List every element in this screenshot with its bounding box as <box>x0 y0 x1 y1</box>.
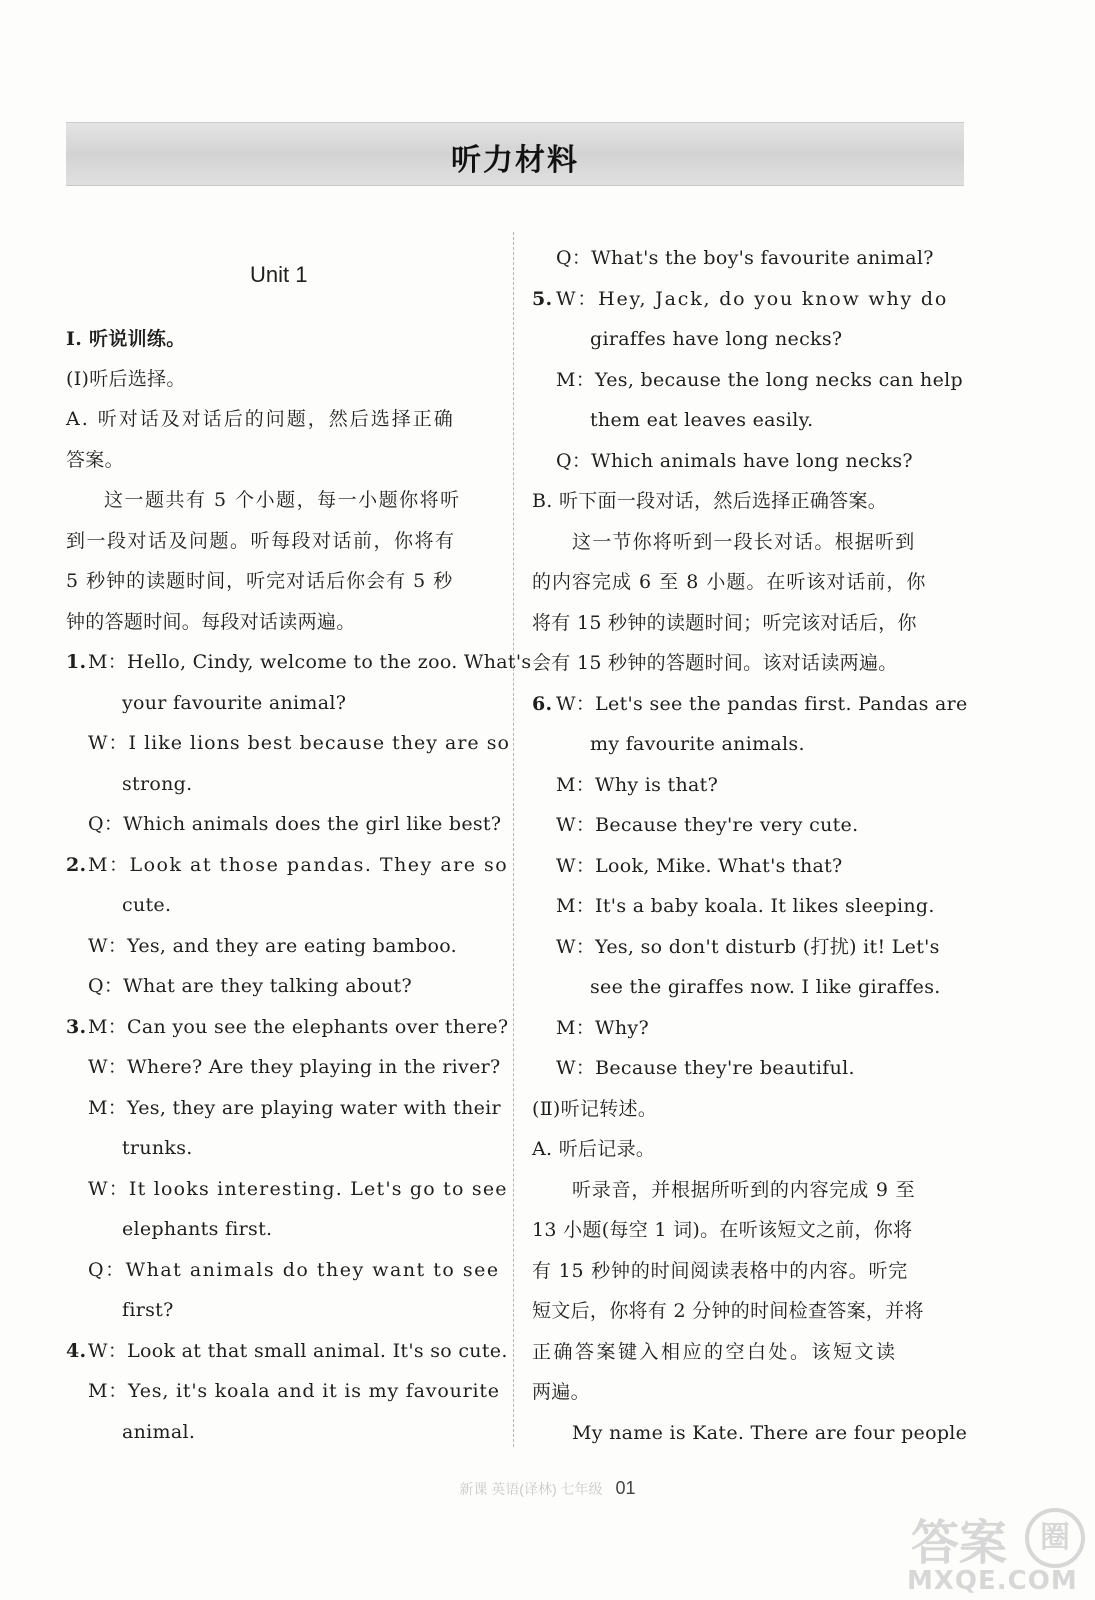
instruction-line: 这一题共有 5 个小题，每一小题你将听 <box>104 489 461 511</box>
dialogue-line: Q：What are they talking about? <box>88 975 412 997</box>
dialogue-line: Q：What's the boy's favourite animal? <box>556 247 934 269</box>
dialogue-line: W：It looks interesting. Let's go to see <box>88 1178 508 1200</box>
instruction-line: 有 15 秒钟的时间阅读表格中的内容。听完 <box>532 1260 909 1282</box>
page-number: 01 <box>615 1478 636 1498</box>
subsection-heading: (Ⅱ)听记转述。 <box>532 1098 658 1120</box>
instruction-line: 两遍。 <box>532 1381 590 1403</box>
dialogue-line: W：Yes, so don't disturb (打扰) it! Let's <box>556 936 940 958</box>
dialogue-line: Q：What animals do they want to see <box>88 1259 500 1281</box>
dialogue-line: M：Why is that? <box>556 774 719 796</box>
subsection-heading: B. 听下面一段对话，然后选择正确答案。 <box>532 490 888 512</box>
instruction-line: 13 小题(每空 1 词)。在听该短文之前，你将 <box>532 1219 913 1241</box>
dialogue-line: W：Because they're beautiful. <box>556 1057 855 1079</box>
dialogue-line: cute. <box>122 894 172 916</box>
instruction-line: 听录音，并根据所听到的内容完成 9 至 <box>572 1179 916 1201</box>
dialogue-line: M：Yes, because the long necks can help <box>556 369 963 391</box>
dialogue-line: elephants first. <box>122 1218 273 1240</box>
dialogue-line: M：It's a baby koala. It likes sleeping. <box>556 895 935 917</box>
section-heading: Ⅰ. 听说训练。 <box>66 328 186 350</box>
dialogue-line: W：I like lions best because they are so <box>88 732 510 754</box>
question-number: 2. <box>66 854 87 876</box>
column-divider <box>513 232 514 1447</box>
page-title: 听力材料 <box>451 143 579 178</box>
subsection-heading: A. 听后记录。 <box>532 1138 656 1160</box>
dialogue-line: W：Because they're very cute. <box>556 814 859 836</box>
subsection-heading: (Ⅰ)听后选择。 <box>66 368 186 390</box>
dialogue-line: Q：Which animals does the girl like best? <box>88 813 502 835</box>
instruction-line: 会有 15 秒钟的答题时间。该对话读两遍。 <box>532 652 898 674</box>
watermark-text: 答案 <box>911 1515 1008 1571</box>
instruction-line: 这一节你将听到一段长对话。根据听到 <box>572 531 916 553</box>
dialogue-line: W：Where? Are they playing in the river? <box>88 1056 501 1078</box>
instruction-line: 到一段对话及问题。听每段对话前，你将有 <box>66 530 456 552</box>
dialogue-line: M：Hello, Cindy, welcome to the zoo. What's <box>88 651 532 673</box>
passage-line: My name is Kate. There are four people <box>572 1422 968 1444</box>
dialogue-line: first? <box>122 1299 174 1321</box>
page-footer <box>0 1478 1095 1499</box>
dialogue-line: my favourite animals. <box>590 733 805 755</box>
instruction-line: 正确答案键入相应的空白处。该短文读 <box>532 1341 898 1363</box>
question-number: 4. <box>66 1340 87 1362</box>
instruction-line: 将有 15 秒钟的读题时间；听完该对话后，你 <box>532 612 917 634</box>
dialogue-line: W：Yes, and they are eating bamboo. <box>88 935 458 957</box>
instruction-line: A. 听对话及对话后的问题，然后选择正确 <box>66 408 455 430</box>
dialogue-line: your favourite animal? <box>122 692 347 714</box>
dialogue-line: giraffes have long necks? <box>590 328 843 350</box>
instruction-line: 5 秒钟的读题时间，听完对话后你会有 5 秒 <box>66 570 454 592</box>
dialogue-line: M：Look at those pandas. They are so <box>88 854 509 876</box>
instruction-line: 答案。 <box>66 449 124 471</box>
dialogue-line: them eat leaves easily. <box>590 409 814 431</box>
question-number: 1. <box>66 651 87 673</box>
question-number: 6. <box>532 693 553 715</box>
dialogue-line: M：Why? <box>556 1017 649 1039</box>
watermark-badge: 圈 <box>1025 1508 1085 1568</box>
watermark <box>901 1504 1091 1596</box>
dialogue-line: W：Hey, Jack, do you know why do <box>556 288 949 310</box>
dialogue-line: W：Let's see the pandas first. Pandas are <box>556 693 968 715</box>
instruction-line: 短文后，你将有 2 分钟的时间检查答案，并将 <box>532 1300 924 1322</box>
title-banner <box>66 122 964 186</box>
dialogue-line: M：Yes, they are playing water with their <box>88 1097 501 1119</box>
instruction-line: 钟的答题时间。每段对话读两遍。 <box>66 611 356 633</box>
unit-heading: Unit 1 <box>250 262 308 287</box>
dialogue-line: M：Yes, it's koala and it is my favourite <box>88 1380 500 1402</box>
dialogue-line: W：Look, Mike. What's that? <box>556 855 843 877</box>
instruction-line: 的内容完成 6 至 8 小题。在听该对话前，你 <box>532 571 927 593</box>
dialogue-line: W：Look at that small animal. It's so cute. <box>88 1340 508 1362</box>
dialogue-line: strong. <box>122 773 193 795</box>
dialogue-line: trunks. <box>122 1137 193 1159</box>
watermark-url: MXQE.COM <box>907 1566 1078 1596</box>
dialogue-line: animal. <box>122 1421 196 1443</box>
footer-book-title: 新课 英语(译林) 七年级 <box>459 1481 603 1497</box>
dialogue-line: M：Can you see the elephants over there? <box>88 1016 509 1038</box>
question-number: 3. <box>66 1016 87 1038</box>
dialogue-line: see the giraffes now. I like giraffes. <box>590 976 941 998</box>
question-number: 5. <box>532 288 553 310</box>
dialogue-line: Q：Which animals have long necks? <box>556 450 913 472</box>
